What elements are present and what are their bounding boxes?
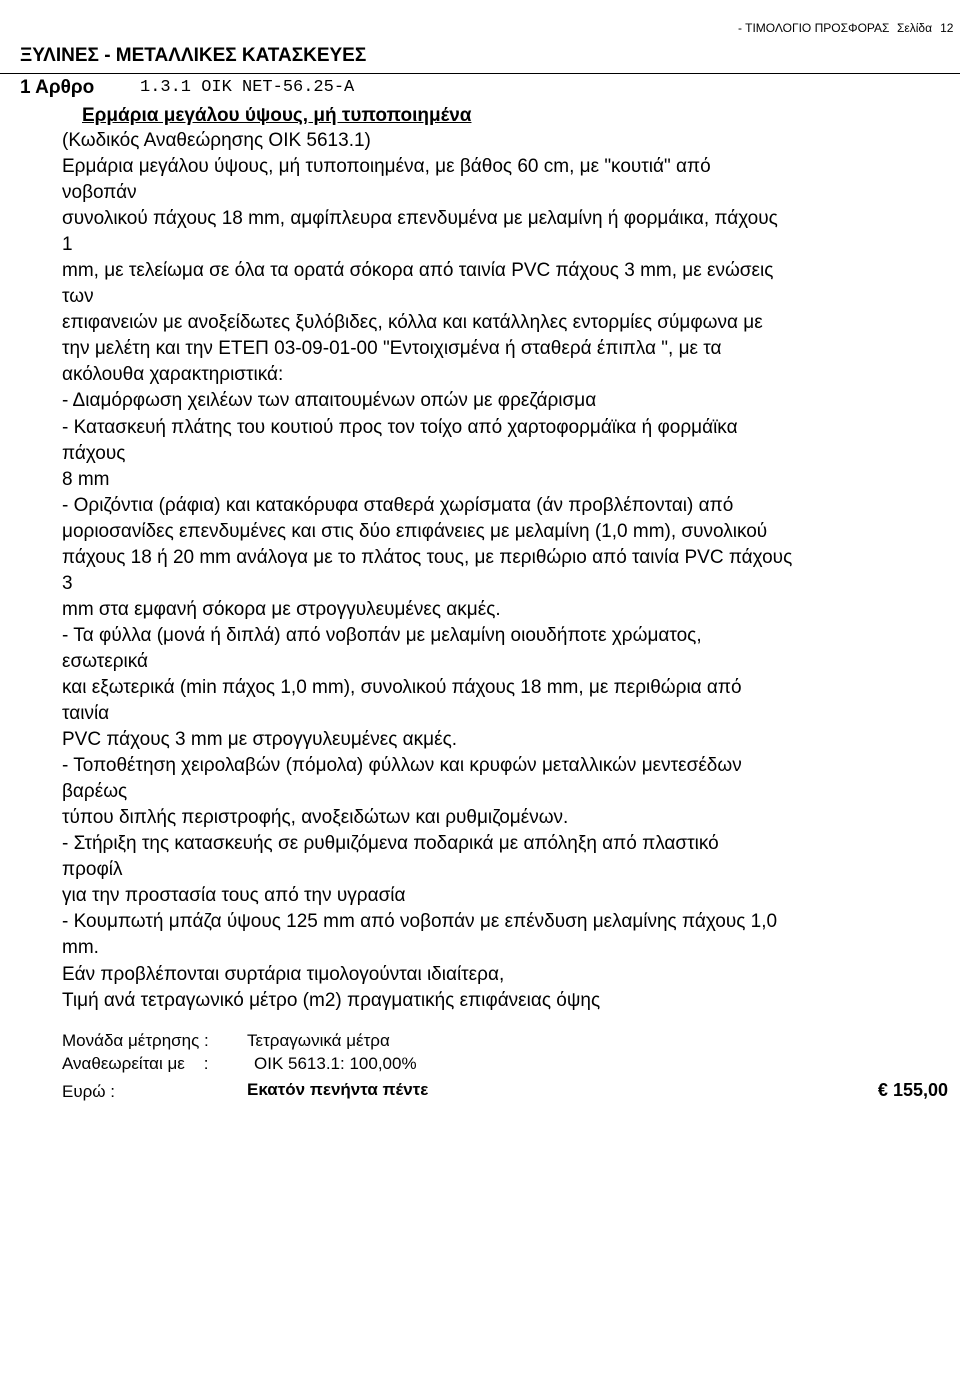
description-line: (Κωδικός Αναθεώρησης ΟΙΚ 5613.1) bbox=[62, 130, 371, 151]
description-line: μοριοσανίδες επενδυμένες και στις δύο επιφάνειες με μελαμίνη (1,0 mm), συνολικού bbox=[62, 520, 768, 542]
description-line: - Οριζόντια (ράφια) και κατακόρυφα σταθερά χωρίσματα (άν προβλέπονται) από bbox=[62, 494, 734, 516]
description-line: - Τοποθέτηση χειρολαβών (πόμολα) φύλλων και κρυφών μεταλλικών μεντεσέδων bbox=[62, 755, 742, 777]
description-line: - Τα φύλλα (μονά ή διπλά) από νοβοπάν με μελαμίνη οιουδήποτε χρώματος, bbox=[62, 624, 702, 646]
description-line: νοβοπάν bbox=[62, 182, 137, 204]
unit-row bbox=[62, 1031, 390, 1051]
price-amount bbox=[878, 1080, 948, 1101]
description-line: πάχους 18 ή 20 mm ανάλογα με το πλάτος τους, με περιθώριο από ταινία PVC πάχους bbox=[62, 546, 793, 568]
description-line: Εάν προβλέπονται συρτάρια τιμολογούνται ιδιαίτερα, bbox=[62, 963, 505, 985]
description-line: και εξωτερικά (min πάχος 1,0 mm), συνολικού πάχους 18 mm, με περιθώρια από bbox=[62, 676, 742, 698]
description-line: PVC πάχους 3 mm με στρογγυλευμένες ακμές. bbox=[62, 729, 458, 751]
price-label: Ευρώ : bbox=[62, 1082, 116, 1101]
description-line: mm. bbox=[62, 937, 99, 959]
header-divider bbox=[0, 73, 960, 74]
article-title: Ερμάρια μεγάλου ύψους, μή τυποποιημένα bbox=[82, 105, 472, 126]
document-type-header: - ΤΙΜΟΛΟΓΙΟ ΠΡΟΣΦΟΡΑΣ bbox=[738, 21, 890, 35]
price-value: 155,00 bbox=[892, 1080, 948, 1100]
description-line: - Διαμόρφωση χειλέων των απαιτουμένων οπών με φρεζάρισμα bbox=[62, 390, 597, 412]
revision-value: ΟΙΚ 5613.1: 100,00% bbox=[254, 1054, 417, 1073]
unit-label: Μονάδα μέτρησης : bbox=[62, 1031, 209, 1050]
description-line: επιφανειών με ανοξείδωτες ξυλόβιδες, κόλλα και κατάλληλες εντορμίες σύμφωνα με bbox=[62, 312, 763, 334]
description-line: 8 mm bbox=[62, 468, 110, 490]
description-line: προφίλ bbox=[62, 859, 123, 881]
page-label: Σελίδα bbox=[897, 21, 933, 35]
description-line: ταινία bbox=[62, 703, 110, 725]
description-line: - Στήριξη της κατασκευής σε ρυθμιζόμενα ποδαρικά με απόληξη από πλαστικό bbox=[62, 833, 719, 855]
article-label: 1 Αρθρο bbox=[20, 77, 95, 98]
euro-icon: € bbox=[877, 1080, 888, 1100]
description-line: εσωτερικά bbox=[62, 650, 149, 672]
description-line: mm, με τελείωμα σε όλα τα ορατά σόκορα από ταινία PVC πάχους 3 mm, με ενώσεις bbox=[62, 260, 774, 282]
price-in-words: Εκατόν πενήντα πέντε bbox=[247, 1080, 429, 1099]
description-line: Ερμάρια μεγάλου ύψους, μή τυποποιημένα, με βάθος 60 cm, με "κουτιά" από bbox=[62, 156, 711, 178]
description-line: ακόλουθα χαρακτηριστικά: bbox=[62, 364, 284, 386]
description-line: - Κουμπωτή μπάζα ύψους 125 mm από νοβοπάν με επένδυση μελαμίνης πάχους 1,0 bbox=[62, 911, 778, 933]
description-line: - Κατασκευή πλάτης του κουτιού προς τον τοίχο από χαρτοφορμάϊκα ή φορμάϊκα bbox=[62, 416, 738, 438]
article-description bbox=[62, 128, 952, 1014]
page-indicator bbox=[897, 21, 953, 35]
unit-value: Τετραγωνικά μέτρα bbox=[247, 1031, 390, 1050]
description-line: βαρέως bbox=[62, 781, 128, 803]
section-title: ΞΥΛΙΝΕΣ - ΜΕΤΑΛΛΙΚΕΣ ΚΑΤΑΣΚΕΥΕΣ bbox=[20, 45, 367, 66]
page-number: 12 bbox=[940, 21, 954, 35]
description-line: mm στα εμφανή σόκορα με στρογγυλευμένες ακμές. bbox=[62, 598, 501, 620]
description-line: 3 bbox=[62, 572, 73, 594]
description-line: των bbox=[62, 286, 94, 308]
revision-label: Αναθεωρείται με : bbox=[62, 1054, 209, 1073]
description-line: 1 bbox=[62, 234, 73, 256]
description-line: Τιμή ανά τετραγωνικό μέτρο (m2) πραγματικής επιφάνειας όψης bbox=[62, 989, 601, 1011]
description-line: για την προστασία τους από την υγρασία bbox=[62, 885, 406, 907]
description-line: πάχους bbox=[62, 442, 126, 464]
description-line: τύπου διπλής περιστροφής, ανοξειδώτων και ρυθμιζομένων. bbox=[62, 807, 569, 829]
description-line: την μελέτη και την ΕΤΕΠ 03-09-01-00 "Εντοιχισμένα ή σταθερά έπιπλα ", με τα bbox=[62, 338, 722, 360]
article-code: 1.3.1 ΟΙΚ ΝΕΤ-56.25-Α bbox=[140, 78, 355, 97]
revision-row bbox=[62, 1054, 417, 1074]
description-line: συνολικού πάχους 18 mm, αμφίπλευρα επενδυμένα με μελαμίνη ή φορμάικα, πάχους bbox=[62, 208, 778, 230]
